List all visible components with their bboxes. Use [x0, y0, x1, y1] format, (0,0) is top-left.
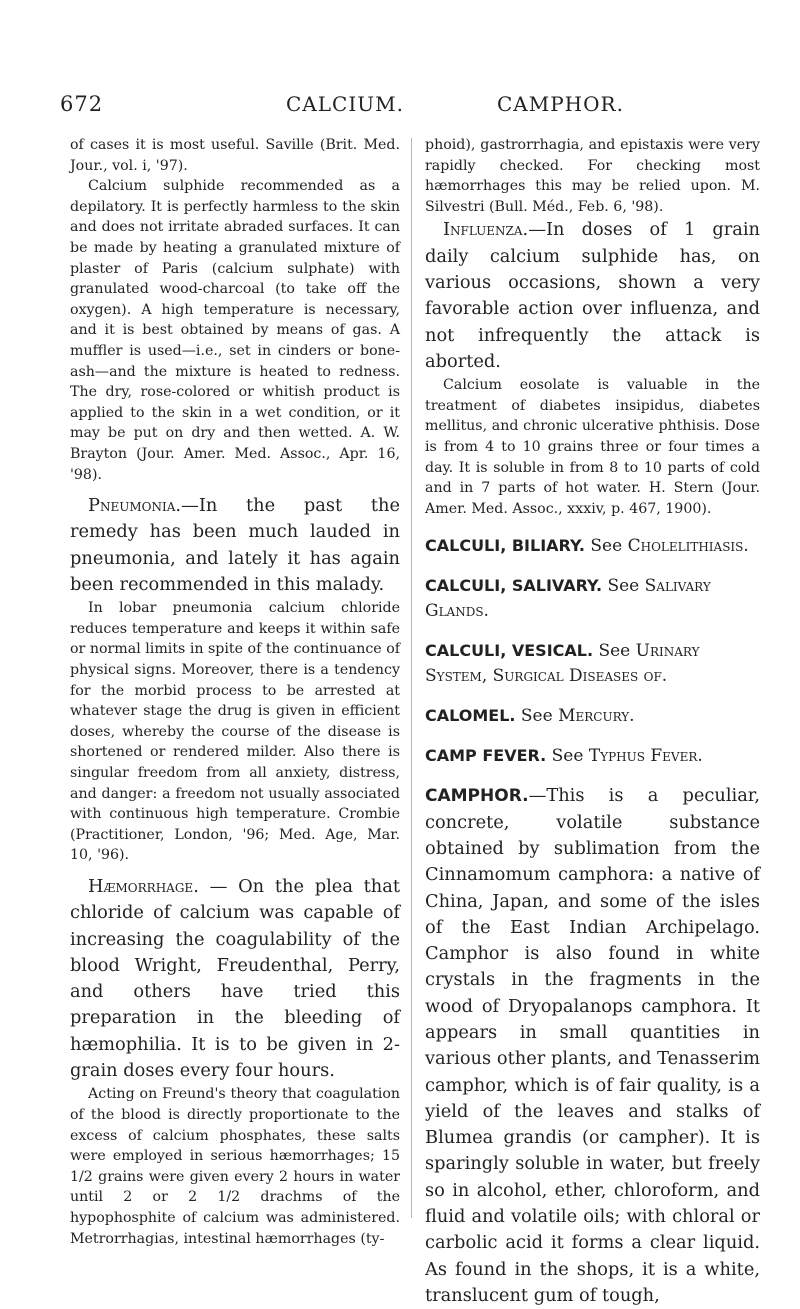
column-divider — [411, 138, 412, 1218]
section-influenza — [425, 217, 760, 375]
right-column — [425, 135, 760, 1309]
paragraph-calcium-eosolate: Calcium eosolate is valuable in the treatment of diabetes insipidus, diabetes mellitus, and chronic ulcerative phthisis. Dose is from 4 to 10 grains three or four times a day. It is soluble in from 8 to 10 parts of cold and in 7 parts of hot water. H. Stern (Jour. Amer. Med. Assoc., xxxiv, p. 467, 1900). — [425, 377, 760, 517]
section-text-camphor: —This is a peculiar, concrete, volatile substance obtained by sublimation from the Cinnamomum camphora: a native of China, Japan, and some of the isles of the East Indian Archipelago. Camphor is also found in white crystals in the fragments in the wood of Dryopalanops camphora. It appears in small quantities in various other plants, and Tenasserim camphor, which is of fair quality, is a yield of the leaves and stalks of Blumea grandis (or campher). It is sparingly soluble in water, but freely so in alcohol, ether, chloroform, and fluid and volatile oils; with chloral or carbolic acid it forms a clear liquid. As found in the shops, it is a white, translucent gum of tough, — [425, 785, 760, 1306]
section-text-influenza: —In doses of 1 grain daily calcium sulphide has, on various occasions, shown a very favorable action over influenza, and not infrequently the attack is aborted. — [425, 219, 760, 372]
paragraph-freund-theory: Acting on Freund's theory that coagulation of the blood is directly proportionate to the excess of calcium phosphates, these salts were employed in serious hæmorrhages; 15 1/2 grains were given every 2 hours in water until 2 or 2 1/2 drachms of the hypophosphite of calcium was administered. Metrorrhagias, intestinal hæmorrhages (ty- — [70, 1086, 400, 1247]
section-heading-pneumonia: Pneumonia. — [88, 495, 182, 517]
section-heading-influenza: Influenza. — [443, 219, 529, 241]
entry-calculi-vesical — [425, 638, 760, 689]
section-text-haemorrhage: — On the plea that chloride of calcium was capable of increasing the coagulability of the blood Wright, Freudenthal, Perry, and others have tried this preparation in the bleeding of hæmophilia. It is to be given in 2-grain doses every four hours. — [70, 876, 400, 1082]
cross-reference: Salivary Glands. — [425, 576, 711, 622]
entry-calculi-biliary — [425, 533, 760, 559]
entry-heading: CAMP FEVER. — [425, 746, 547, 766]
paragraph-continuation-right: phoid), gastrorrhagia, and epistaxis were very rapidly checked. For checking most hæmorrhages this may be relied upon. M. Silvestri (Bull. Méd., Feb. 6, '98). — [425, 137, 760, 215]
entry-camp-fever — [425, 743, 760, 769]
paragraph-lobar-pneumonia: In lobar pneumonia calcium chloride reduces temperature and keeps it within safe or normal limits in spite of the continuance of physical signs. Moreover, there is a tendency for the morbid process to be arrested at whatever stage the drug is given in efficient doses, whereby the course of the disease is shortened or rendered milder. Also there is singular freedom from all anxiety, distress, and danger: a freedom not usually associated with continuous high temperature. Crombie (Practitioner, London, '96; Med. Age, Mar. 10, '96). — [70, 600, 400, 864]
entry-heading: CALCULI, BILIARY. — [425, 536, 585, 556]
entry-calculi-salivary — [425, 573, 760, 624]
cross-reference: Urinary System, Surgical Diseases of. — [425, 641, 700, 687]
paragraph-continuation: of cases it is most useful. Saville (Brit. Med. Jour., vol. i, '97). — [70, 137, 400, 174]
entry-calomel — [425, 703, 760, 729]
section-heading-camphor: CAMPHOR. — [425, 786, 529, 807]
cross-reference: Cholelithiasis. — [627, 536, 749, 557]
entry-see: See — [551, 746, 584, 767]
left-column — [70, 135, 400, 1249]
running-title-left: CALCIUM. — [286, 92, 404, 116]
entry-heading: CALCULI, SALIVARY. — [425, 576, 603, 596]
section-heading-haemorrhage: Hæmorrhage. — [88, 876, 199, 897]
entry-heading: CALCULI, VESICAL. — [425, 641, 594, 661]
entry-see: See — [520, 706, 553, 727]
page-number: 672 — [60, 92, 104, 116]
running-title-right: CAMPHOR. — [497, 92, 624, 116]
cross-reference: Typhus Fever. — [588, 746, 703, 767]
entry-heading: CALOMEL. — [425, 706, 516, 726]
cross-reference: Mercury. — [558, 706, 635, 727]
section-pneumonia — [70, 493, 400, 598]
section-text-pneumonia: —In the past the remedy has been much lauded in pneumonia, and lately it has again been recommended in this malady. — [70, 495, 400, 595]
entry-see: See — [607, 576, 640, 597]
entry-see: See — [590, 536, 623, 557]
paragraph-calcium-sulphide-depilatory: Calcium sulphide recommended as a depilatory. It is perfectly harmless to the skin and does not irritate abraded surfaces. It can be made by heating a granulated mixture of plaster of Paris (calcium sulphate) with granulated wood-charcoal (to take off the oxygen). A high temperature is necessary, and it is best obtained by means of gas. A muffler is used—i.e., set in cinders or bone-ash—and the mixture is heated to redness. The dry, rose-colored or whitish product is applied to the skin in a wet condition, or it may be put on dry and then wetted. A. W. Brayton (Jour. Amer. Med. Assoc., Apr. 16, '98). — [70, 178, 400, 483]
running-header — [0, 92, 800, 122]
section-haemorrhage — [70, 874, 400, 1084]
entry-see: See — [598, 641, 631, 662]
section-camphor — [425, 783, 760, 1309]
